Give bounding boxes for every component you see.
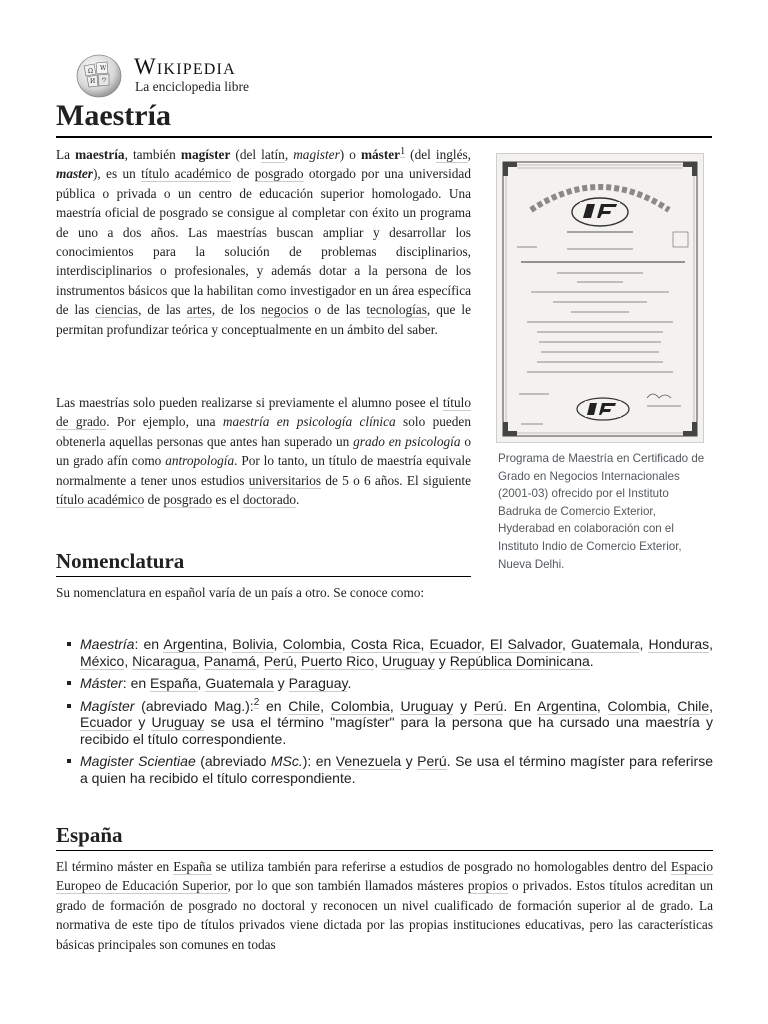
list-term: Máster	[80, 675, 123, 691]
wikipedia-wordmark[interactable]	[134, 54, 236, 80]
svg-text:И: И	[90, 78, 96, 85]
text: Las maestrías solo pueden realizarse si previamente el alumno posee el	[56, 395, 443, 410]
text: , de las	[138, 302, 187, 318]
text: La	[56, 147, 76, 162]
text: ,	[374, 652, 382, 669]
link-country[interactable]: Colombia	[282, 636, 342, 652]
text: ,	[341, 636, 351, 652]
text: ,	[197, 675, 206, 691]
link-doctorado[interactable]: doctorado	[242, 492, 297, 508]
link-guatemala[interactable]: Guatemala	[205, 675, 274, 691]
bold-term: magíster	[180, 147, 231, 162]
link-venezuela[interactable]: Venezuela	[335, 753, 402, 769]
bold-term: máster	[360, 147, 401, 162]
link-uruguay[interactable]: Uruguay	[151, 714, 205, 730]
link-colombia[interactable]: Colombia	[330, 697, 390, 714]
text: (abreviado Mag.):	[134, 697, 254, 714]
link-propios[interactable]: propios	[467, 878, 508, 894]
text: y	[132, 714, 152, 730]
text: El término máster en	[56, 859, 174, 874]
text: ,	[284, 147, 294, 162]
text: ,	[467, 147, 471, 162]
link-chile[interactable]: Chile	[288, 697, 321, 714]
page-title: Maestría	[56, 98, 712, 138]
link-country[interactable]: Puerto Rico	[301, 652, 375, 669]
site-tagline: La enciclopedia libre	[135, 79, 249, 94]
text: ,	[666, 697, 678, 714]
text: ) o	[339, 147, 361, 162]
link-espana[interactable]: España	[173, 859, 212, 874]
text: ,	[223, 636, 233, 652]
text: . Por lo tanto, un título de maestría equivale normalmente a tener unos estudios	[56, 453, 471, 488]
list-item	[80, 698, 713, 748]
text: (abreviado	[195, 753, 271, 769]
list-item	[80, 753, 713, 786]
svg-text:ウ: ウ	[101, 77, 108, 84]
text: : en	[134, 636, 164, 652]
text: ,	[273, 636, 283, 652]
link-country[interactable]: El Salvador	[489, 636, 562, 652]
text: y	[273, 675, 289, 691]
link-tecnologias[interactable]: tecnologías	[366, 302, 427, 318]
certificate-illustration	[497, 154, 703, 442]
text: .	[589, 652, 594, 669]
section-heading-nomenclatura: Nomenclatura	[56, 548, 471, 577]
list-item	[80, 675, 713, 692]
text: ,	[255, 652, 264, 669]
text: .	[347, 675, 352, 691]
text: .	[296, 492, 300, 508]
text: . Se usa el término magíster para referirse a quien ha recibido el título correspondiente.	[80, 753, 713, 786]
certificate-image[interactable]	[496, 153, 704, 443]
reference-2[interactable]: 2	[253, 696, 260, 708]
link-country[interactable]: Costa Rica	[350, 636, 421, 652]
lead-paragraph-2	[56, 393, 471, 509]
list-term: Maestría	[80, 636, 135, 652]
link-country[interactable]: Perú	[263, 652, 294, 669]
italic-term: antropología	[165, 453, 235, 469]
text: . En	[503, 697, 537, 714]
wikipedia-globe-logo[interactable]	[74, 52, 124, 98]
site-header	[74, 52, 374, 98]
link-paraguay[interactable]: Paraguay	[288, 675, 348, 691]
link-country[interactable]: República Dominicana	[449, 652, 590, 669]
text: ), es un	[92, 166, 142, 182]
text: , por lo que son también llamados másteres	[227, 878, 468, 894]
link-uruguay[interactable]: Uruguay	[400, 697, 454, 714]
list-term: Magíster	[80, 697, 135, 714]
text: ,	[639, 636, 649, 652]
section-heading-espana: España	[56, 822, 713, 851]
list-item	[80, 636, 713, 669]
link-titulo-academico[interactable]: título académico	[141, 166, 232, 182]
reference-1[interactable]: 1	[400, 145, 406, 157]
infobox-figure	[496, 153, 704, 443]
italic-term: grado en psicología	[353, 433, 461, 449]
svg-text:W: W	[100, 65, 107, 72]
link-country[interactable]: Ecuador	[429, 636, 481, 652]
text: ,	[480, 636, 490, 652]
link-eees[interactable]: Espacio Europeo de Educación Superior	[56, 859, 713, 894]
text: y	[401, 753, 418, 769]
link-ciencias[interactable]: ciencias	[95, 302, 139, 318]
text: de 5 o 6 años. El siguiente	[321, 472, 471, 488]
wordmark-text: Wikipedia	[134, 54, 236, 79]
text: . Por ejemplo, una	[106, 414, 223, 430]
link-titulo-de-grado[interactable]: título de grado	[56, 395, 471, 430]
text: se utiliza también para referirse a estudios de posgrado no homologables dentro del	[211, 859, 671, 874]
text: ,	[195, 652, 204, 669]
text: o de las	[308, 302, 367, 318]
text: , de los	[211, 302, 262, 318]
link-posgrado[interactable]: posgrado	[254, 166, 304, 182]
link-titulo-academico[interactable]: título académico	[56, 492, 145, 508]
link-country[interactable]: Uruguay	[381, 652, 435, 669]
text: ,	[709, 636, 714, 652]
link-peru[interactable]: Perú	[473, 697, 504, 714]
link-chile[interactable]: Chile	[677, 697, 710, 714]
list-term: Magister Scientiae	[80, 753, 196, 769]
text: ): en	[302, 753, 336, 769]
link-country[interactable]: México	[80, 652, 125, 669]
text: de	[144, 492, 164, 508]
text: , también	[124, 147, 181, 162]
text: , que le permitan profundizar teórica y conceptualmente en un ámbito del saber.	[56, 302, 471, 337]
text: (del	[405, 147, 436, 162]
nomenclatura-intro: Su nomenclatura en español varía de un país a otro. Se conoce como:	[56, 585, 425, 600]
text: ,	[124, 652, 133, 669]
text: es el	[212, 492, 243, 508]
text: otorgado por una universidad pública o privada o un centro de educación superior homologado. Una maestría oficial de posgrado se consigue al completar con éxito un programa de uno a dos años. Las maestrías buscan ampliar y desarrollar los conocimientos para la solución de problemas disciplinarios, interdisciplinarios o profesionales, y además dotar a la persona de los instrumentos básicos que la habilitan como investigador en un área específica de las	[56, 166, 471, 318]
lead-paragraph-1	[56, 145, 471, 339]
text: en	[259, 697, 289, 714]
bold-term: maestría	[75, 147, 125, 162]
text: y	[434, 652, 450, 669]
link-latin[interactable]: latín	[261, 147, 285, 162]
link-country[interactable]: Argentina	[163, 636, 224, 652]
link-artes[interactable]: artes	[186, 302, 212, 318]
espana-paragraph	[56, 857, 713, 954]
link-universitarios[interactable]: universitarios	[248, 472, 322, 488]
nomenclature-list	[80, 636, 713, 792]
link-ingles[interactable]: inglés	[435, 147, 468, 162]
link-colombia[interactable]: Colombia	[607, 697, 667, 714]
link-negocios[interactable]: negocios	[261, 302, 309, 318]
text: (del	[230, 147, 262, 162]
italic-term: magister	[293, 147, 340, 162]
link-espana[interactable]: España	[150, 675, 198, 691]
link-country[interactable]: Guatemala	[570, 636, 640, 652]
text: ,	[293, 652, 302, 669]
text: ,	[561, 636, 571, 652]
text: ,	[709, 697, 714, 714]
abbreviation: MSc.	[270, 753, 303, 769]
text: se usa el término "magíster" para la persona que ha cursado una maestría y recibido el título correspondiente.	[80, 714, 713, 747]
link-ecuador[interactable]: Ecuador	[80, 714, 133, 730]
link-posgrado[interactable]: posgrado	[163, 492, 213, 508]
text: : en	[122, 675, 151, 691]
text: solo pueden obtenerla aquellas personas que antes han superado un	[56, 414, 471, 449]
figure-caption: Programa de Maestría en Certificado de Grado en Negocios Internacionales (2001-03) ofrecido por el Instituto Badruka de Comercio Exterior, Hyderabad en colaboración con el Instituto Indio de Comercio Exterior, Nueva Delhi.	[498, 452, 705, 571]
bold-italic-term: master	[56, 166, 93, 182]
link-country[interactable]: Panamá	[203, 652, 256, 669]
text: de	[231, 166, 255, 182]
text: ,	[596, 697, 608, 714]
text: ,	[320, 697, 331, 714]
text: o un grado afín como	[56, 433, 472, 469]
text: ,	[389, 697, 401, 714]
svg-text:Ω: Ω	[88, 68, 93, 75]
link-peru[interactable]: Perú	[417, 753, 447, 769]
country-links	[80, 636, 713, 670]
text: o privados. Estos títulos acreditan un grado de formación de posgrado no doctoral y reconocen un nivel cualificado de formación superior al de grado. La normativa de este tipo de títulos privados viene dictada por las propias instituciones educativas, pero las características básicas principales son comunes en todas	[56, 878, 713, 952]
link-argentina[interactable]: Argentina	[536, 697, 597, 714]
italic-term: maestría en psicología clínica	[222, 414, 396, 430]
link-country[interactable]: Nicaragua	[132, 652, 196, 669]
link-country[interactable]: Bolivia	[232, 636, 274, 652]
text: ,	[420, 636, 430, 652]
link-country[interactable]: Honduras	[648, 636, 710, 652]
text: y	[453, 697, 474, 714]
